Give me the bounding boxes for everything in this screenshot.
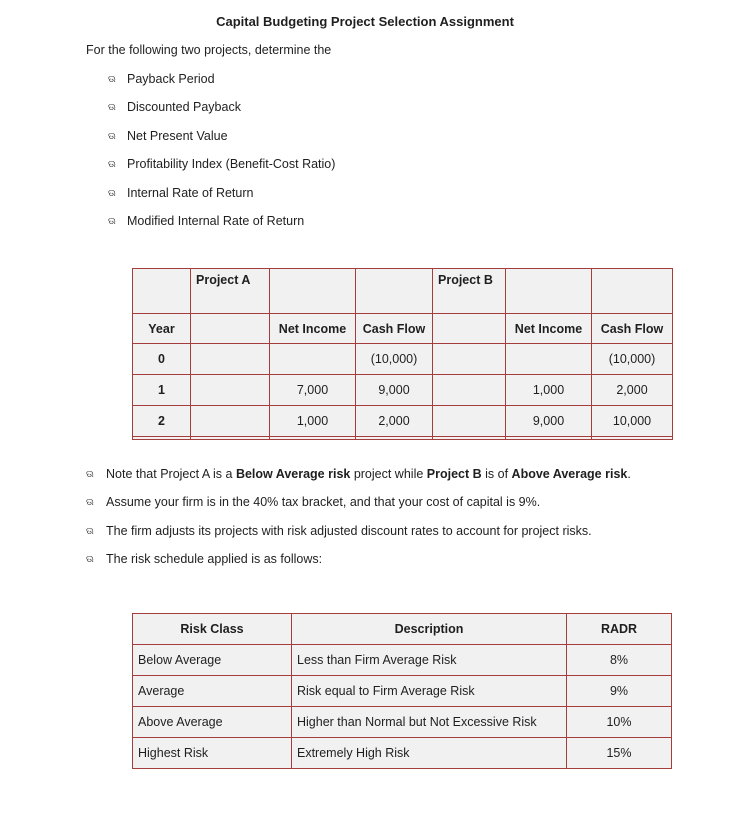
table-cell — [433, 375, 506, 406]
a-net-income-cell: 7,000 — [270, 375, 356, 406]
list-item — [108, 157, 335, 171]
risk-class-cell: Average — [133, 676, 292, 707]
table-cell — [191, 406, 270, 437]
table-row — [133, 738, 672, 769]
table-cell — [592, 269, 673, 314]
bullet-icon: ଊ — [86, 526, 93, 536]
bullet-icon: ଊ — [86, 497, 93, 507]
bullet-icon: ଊ — [86, 469, 93, 479]
project-b-header: Project B — [433, 269, 506, 314]
note-tax-bracket: ଊ Assume your firm is in the 40% tax bracket, and that your cost of capital is 9%. — [86, 495, 541, 509]
list-item — [108, 100, 241, 114]
table-row — [133, 614, 672, 645]
project-cash-flow-table — [132, 268, 673, 440]
year-column-header: Year — [133, 314, 191, 344]
table-cell — [433, 344, 506, 375]
year-cell: 2 — [133, 406, 191, 437]
table-cell — [191, 344, 270, 375]
risk-class-cell: Above Average — [133, 707, 292, 738]
radr-cell: 8% — [567, 645, 672, 676]
table-row — [133, 269, 673, 314]
bullet-icon: ଊ — [86, 554, 93, 564]
b-net-income-header: Net Income — [506, 314, 592, 344]
table-cell — [133, 269, 191, 314]
bullet-icon: ଊ — [108, 74, 115, 84]
b-cash-flow-cell: 2,000 — [592, 375, 673, 406]
b-net-income-cell — [506, 344, 592, 375]
description-cell: Less than Firm Average Risk — [292, 645, 567, 676]
list-item-label: Internal Rate of Return — [127, 186, 254, 200]
year-cell: 1 — [133, 375, 191, 406]
intro-text: For the following two projects, determine the — [86, 43, 332, 57]
list-item-label: Profitability Index (Benefit-Cost Ratio) — [127, 157, 336, 171]
a-cash-flow-header: Cash Flow — [356, 314, 433, 344]
note-risk-levels: ଊ Note that Project A is a Below Average risk project while Project B is of Above Average risk. — [86, 467, 631, 481]
page-title: Capital Budgeting Project Selection Assignment — [216, 14, 514, 29]
table-row — [133, 676, 672, 707]
table-cell — [270, 269, 356, 314]
table-row — [133, 645, 672, 676]
list-item — [108, 214, 304, 228]
a-net-income-cell: 1,000 — [270, 406, 356, 437]
radr-cell: 15% — [567, 738, 672, 769]
bullet-icon: ଊ — [108, 216, 115, 226]
radr-cell: 9% — [567, 676, 672, 707]
list-item-label: Net Present Value — [127, 129, 228, 143]
a-cash-flow-cell: 9,000 — [356, 375, 433, 406]
b-cash-flow-cell: (10,000) — [592, 344, 673, 375]
table-row — [133, 437, 673, 440]
list-item-label: Discounted Payback — [127, 100, 241, 114]
list-item — [108, 129, 228, 143]
table-cell — [356, 269, 433, 314]
list-item-label: Modified Internal Rate of Return — [127, 214, 305, 228]
b-net-income-cell: 9,000 — [506, 406, 592, 437]
bullet-icon: ଊ — [108, 188, 115, 198]
table-cell — [191, 314, 270, 344]
list-item — [108, 186, 253, 200]
table-row — [133, 314, 673, 344]
list-item-label: Payback Period — [127, 72, 215, 86]
note-risk-schedule: ଊ The risk schedule applied is as follows: — [86, 552, 323, 566]
year-cell: 0 — [133, 344, 191, 375]
table-row — [133, 375, 673, 406]
a-cash-flow-cell: (10,000) — [356, 344, 433, 375]
b-net-income-cell: 1,000 — [506, 375, 592, 406]
description-cell: Higher than Normal but Not Excessive Risk — [292, 707, 567, 738]
risk-class-cell: Highest Risk — [133, 738, 292, 769]
note-radr: ଊ The firm adjusts its projects with risk adjusted discount rates to account for project risks. — [86, 524, 592, 538]
table-cell — [506, 269, 592, 314]
table-cell — [433, 314, 506, 344]
a-net-income-header: Net Income — [270, 314, 356, 344]
table-row — [133, 406, 673, 437]
description-cell: Risk equal to Firm Average Risk — [292, 676, 567, 707]
b-cash-flow-header: Cash Flow — [592, 314, 673, 344]
risk-schedule-table — [132, 613, 672, 769]
a-net-income-cell — [270, 344, 356, 375]
bullet-icon: ଊ — [108, 159, 115, 169]
table-cell — [433, 406, 506, 437]
table-row — [133, 707, 672, 738]
risk-class-cell: Below Average — [133, 645, 292, 676]
radr-header: RADR — [567, 614, 672, 645]
b-cash-flow-cell: 10,000 — [592, 406, 673, 437]
bullet-icon: ଊ — [108, 102, 115, 112]
risk-class-header: Risk Class — [133, 614, 292, 645]
bullet-icon: ଊ — [108, 131, 115, 141]
radr-cell: 10% — [567, 707, 672, 738]
description-cell: Extremely High Risk — [292, 738, 567, 769]
project-a-header: Project A — [191, 269, 270, 314]
table-cell — [191, 375, 270, 406]
a-cash-flow-cell: 2,000 — [356, 406, 433, 437]
list-item — [108, 72, 215, 86]
table-row — [133, 344, 673, 375]
description-header: Description — [292, 614, 567, 645]
